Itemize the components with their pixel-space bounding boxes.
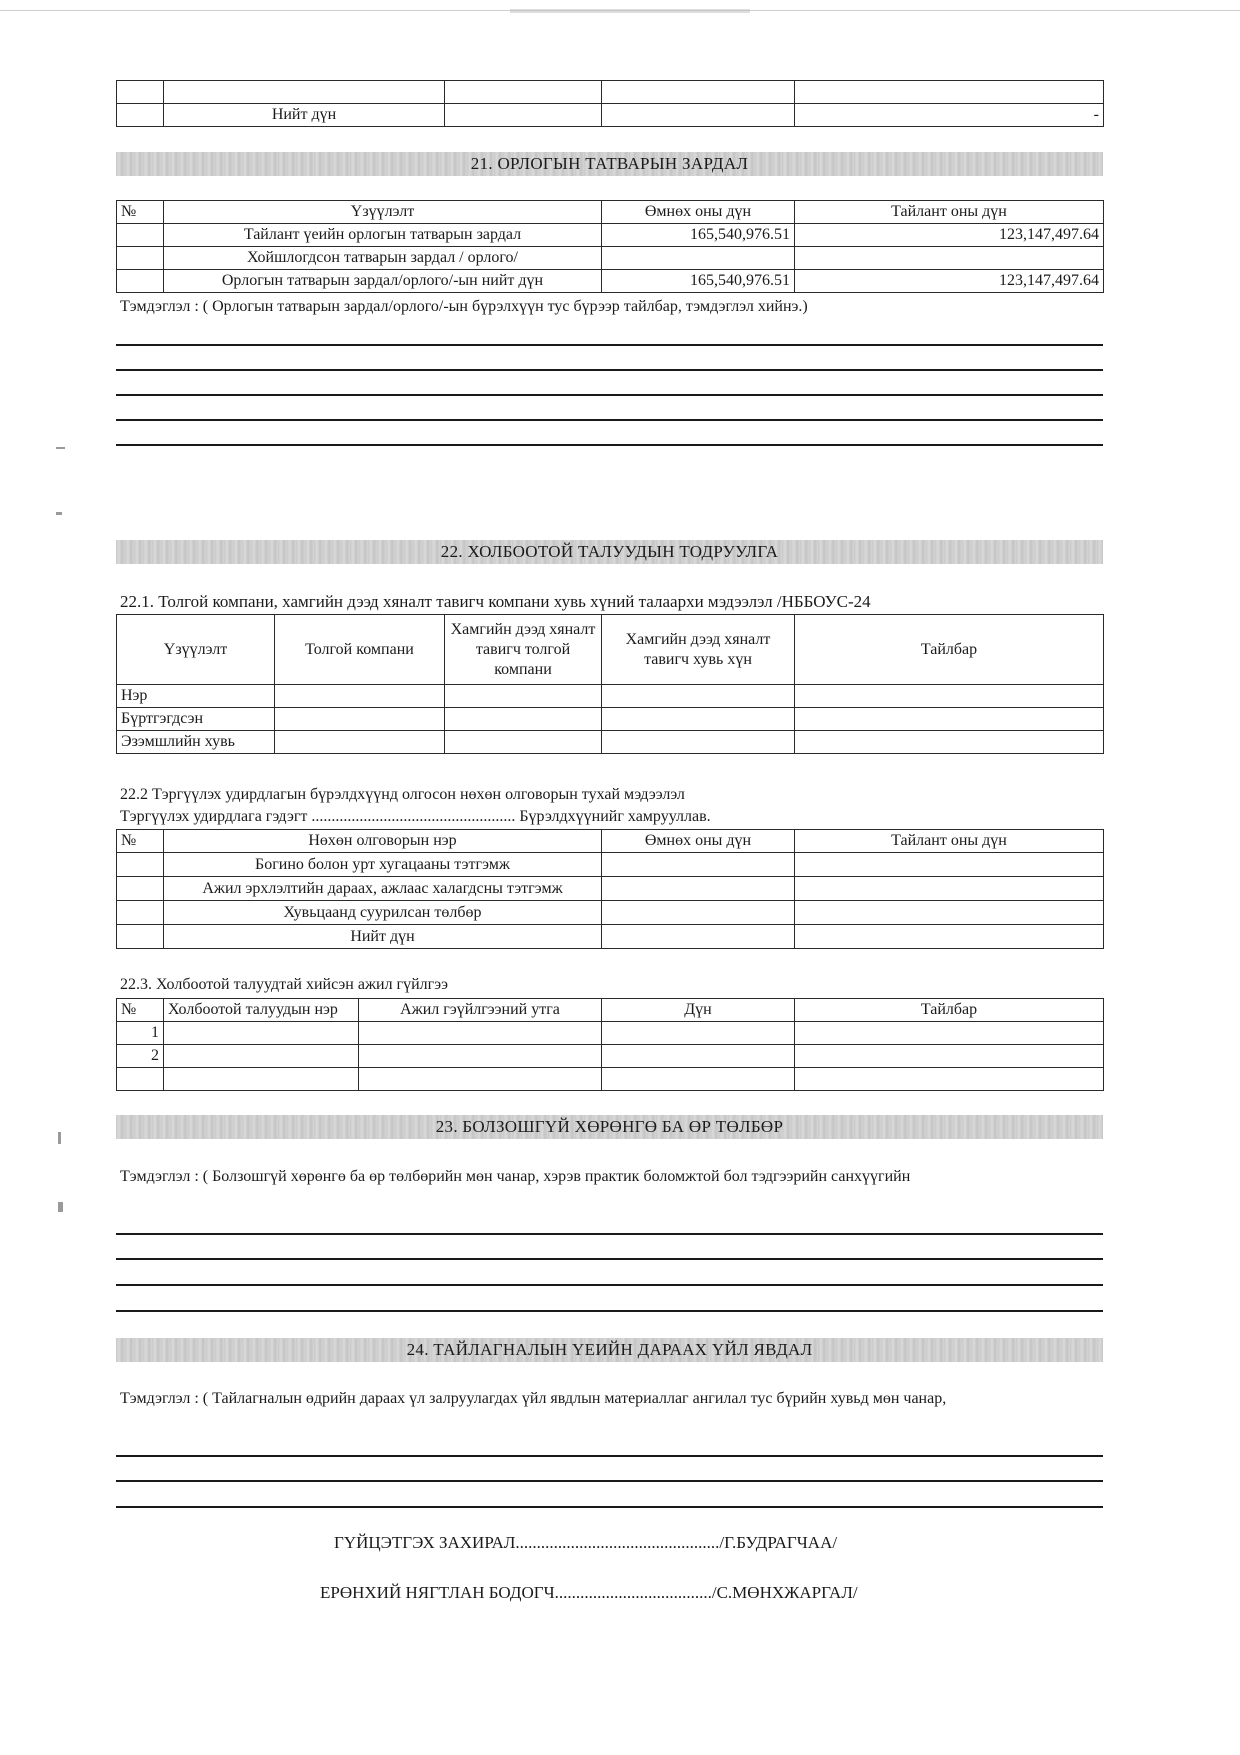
row-label: Хувьцаанд суурилсан төлбөр — [164, 901, 602, 925]
row-label: Ажил эрхлэлтийн дараах, ажлаас халагдсны тэтгэмж — [164, 877, 602, 901]
header-ultimate-person: Хамгийн дээд хяналт тавигч хувь хүн — [602, 615, 795, 685]
table-cell — [117, 104, 164, 127]
table-cell — [359, 1068, 602, 1091]
subsection-22-2-title: 22.2 Тэргүүлэх удирдлагын бүрэлдхүүнд олгосон нөхөн олговорын тухай мэдээлэл — [120, 786, 685, 803]
header-amount: Дүн — [602, 999, 795, 1022]
row-prev: 165,540,976.51 — [602, 270, 795, 293]
table-cell — [164, 1022, 359, 1045]
row-curr — [795, 247, 1104, 270]
table-cell — [117, 853, 164, 877]
related-party-transactions-table — [116, 998, 1104, 1091]
table-cell — [445, 708, 602, 731]
table-cell — [359, 1045, 602, 1068]
row-curr: 123,147,497.64 — [795, 270, 1104, 293]
table-cell — [602, 853, 795, 877]
margin-mark — [58, 1132, 61, 1144]
table-cell — [117, 224, 164, 247]
table-cell — [795, 925, 1104, 949]
row-label: Хойшлогдсон татварын зардал / орлого/ — [164, 247, 602, 270]
table-cell — [602, 877, 795, 901]
table-cell — [275, 731, 445, 754]
table-cell — [795, 1068, 1104, 1091]
table-cell — [275, 708, 445, 731]
table-cell — [164, 81, 445, 104]
income-tax-table — [116, 200, 1104, 293]
section-21-heading: 21. ОРЛОГЫН ТАТВАРЫН ЗАРДАЛ — [116, 152, 1103, 176]
table-cell — [117, 925, 164, 949]
note-line — [116, 1258, 1103, 1260]
total-label: Нийт дүн — [164, 104, 445, 127]
table-cell — [602, 104, 795, 127]
row-label: Тайлант үеийн орлогын татварын зардал — [164, 224, 602, 247]
row-label: Нэр — [117, 685, 275, 708]
note-line — [116, 1310, 1103, 1312]
note-line — [116, 394, 1103, 396]
note-line — [116, 344, 1103, 346]
margin-mark — [56, 447, 65, 449]
row-label: Эзэмшлийн хувь — [117, 731, 275, 754]
table-cell — [445, 731, 602, 754]
header-indicator: Үзүүлэлт — [164, 201, 602, 224]
note-line — [116, 1455, 1103, 1457]
table-cell — [275, 685, 445, 708]
note-line — [116, 1506, 1103, 1508]
top-continuation-table — [116, 80, 1104, 127]
table-cell — [445, 81, 602, 104]
header-ultimate-parent: Хамгийн дээд хяналт тавигч толгой компани — [445, 615, 602, 685]
header-current-year: Тайлант оны дүн — [795, 830, 1104, 853]
table-cell — [602, 901, 795, 925]
header-prev-year: Өмнөх оны дүн — [602, 830, 795, 853]
section-21-note: Тэмдэглэл : ( Орлогын татварын зардал/орлого/-ын бүрэлхүүн тус бүрээр тайлбар, тэмдэглэл хийнэ.) — [120, 298, 808, 315]
table-cell — [117, 901, 164, 925]
table-cell — [445, 104, 602, 127]
margin-mark — [58, 1202, 63, 1212]
table-cell — [795, 685, 1104, 708]
margin-mark — [56, 512, 62, 515]
row-label: Богино болон урт хугацааны тэтгэмж — [164, 853, 602, 877]
note-line — [116, 419, 1103, 421]
header-transaction-purpose: Ажил гэүйлгээний утга — [359, 999, 602, 1022]
table-cell — [602, 1045, 795, 1068]
parent-company-table — [116, 614, 1104, 754]
header-no: № — [117, 999, 164, 1022]
header-party-name: Холбоотой талуудын нэр — [164, 999, 359, 1022]
table-cell — [602, 81, 795, 104]
compensation-table — [116, 829, 1104, 949]
header-current-year: Тайлант оны дүн — [795, 201, 1104, 224]
table-cell — [445, 685, 602, 708]
section-23-note: Тэмдэглэл : ( Болзошгүй хөрөнгө ба өр төлбөрийн мөн чанар, хэрэв практик боломжтой бол тэдгээрийн санхүүгийн — [120, 1168, 911, 1185]
table-cell — [795, 853, 1104, 877]
note-line — [116, 1480, 1103, 1482]
table-cell — [795, 1022, 1104, 1045]
note-line — [116, 1284, 1103, 1286]
header-no: № — [117, 201, 164, 224]
note-line — [116, 1233, 1103, 1235]
accountant-signature-line: ЕРӨНХИЙ НЯГТЛАН БОДОГЧ...................................../С.МӨНХЖАРГАЛ/ — [320, 1583, 858, 1602]
table-cell — [602, 731, 795, 754]
header-remark: Тайлбар — [795, 615, 1104, 685]
header-prev-year: Өмнөх оны дүн — [602, 201, 795, 224]
section-23-heading: 23. БОЛЗОШГҮЙ ХӨРӨНГӨ БА ӨР ТӨЛБӨР — [116, 1115, 1103, 1139]
subsection-22-2-line: Тэргүүлэх удирдлага гэдэгт ................................................... Бүрэлдхүүнийг хамрууллав. — [120, 808, 711, 825]
table-cell — [795, 81, 1104, 104]
header-remark: Тайлбар — [795, 999, 1104, 1022]
table-cell — [795, 731, 1104, 754]
table-cell — [795, 901, 1104, 925]
row-prev: 165,540,976.51 — [602, 224, 795, 247]
section-22-heading: 22. ХОЛБООТОЙ ТАЛУУДЫН ТОДРУУЛГА — [116, 540, 1103, 564]
header-no: № — [117, 830, 164, 853]
scan-smudge — [510, 9, 750, 13]
table-cell — [164, 1068, 359, 1091]
table-cell — [602, 925, 795, 949]
table-cell — [117, 270, 164, 293]
table-cell — [359, 1022, 602, 1045]
row-label: Нийт дүн — [164, 925, 602, 949]
note-line — [116, 444, 1103, 446]
row-label: Бүртгэгдсэн — [117, 708, 275, 731]
table-cell — [602, 1022, 795, 1045]
section-24-note: Тэмдэглэл : ( Тайлагналын өдрийн дараах үл залруулагдах үйл явдлын материаллаг ангилал тус бүрийн хувьд мөн чанар, — [120, 1390, 947, 1407]
section-24-heading: 24. ТАЙЛАГНАЛЫН ҮЕИЙН ДАРААХ ҮЙЛ ЯВДАЛ — [116, 1338, 1103, 1362]
row-number: 1 — [117, 1022, 164, 1045]
row-label: Орлогын татварын зардал/орлого/-ын нийт дүн — [164, 270, 602, 293]
director-signature-line: ГҮЙЦЭТГЭХ ЗАХИРАЛ................................................/Г.БУДРАГЧАА/ — [334, 1533, 838, 1552]
subsection-22-1-title: 22.1. Толгой компани, хамгийн дээд хяналт тавигч компани хувь хүний талаархи мэдээлэл /НББОУС-24 — [120, 592, 871, 611]
header-compensation-name: Нөхөн олговорын нэр — [164, 830, 602, 853]
note-line — [116, 369, 1103, 371]
table-cell — [117, 247, 164, 270]
header-parent-company: Толгой компани — [275, 615, 445, 685]
table-cell — [602, 1068, 795, 1091]
row-prev — [602, 247, 795, 270]
total-value: - — [795, 104, 1104, 127]
table-cell — [795, 877, 1104, 901]
row-number — [117, 1068, 164, 1091]
table-cell — [795, 1045, 1104, 1068]
table-cell — [602, 685, 795, 708]
table-cell — [117, 81, 164, 104]
table-cell — [602, 708, 795, 731]
table-cell — [795, 708, 1104, 731]
header-indicator: Үзүүлэлт — [117, 615, 275, 685]
table-cell — [164, 1045, 359, 1068]
table-cell — [117, 877, 164, 901]
row-curr: 123,147,497.64 — [795, 224, 1104, 247]
row-number: 2 — [117, 1045, 164, 1068]
subsection-22-3-title: 22.3. Холбоотой талуудтай хийсэн ажил гүйлгээ — [120, 976, 448, 993]
